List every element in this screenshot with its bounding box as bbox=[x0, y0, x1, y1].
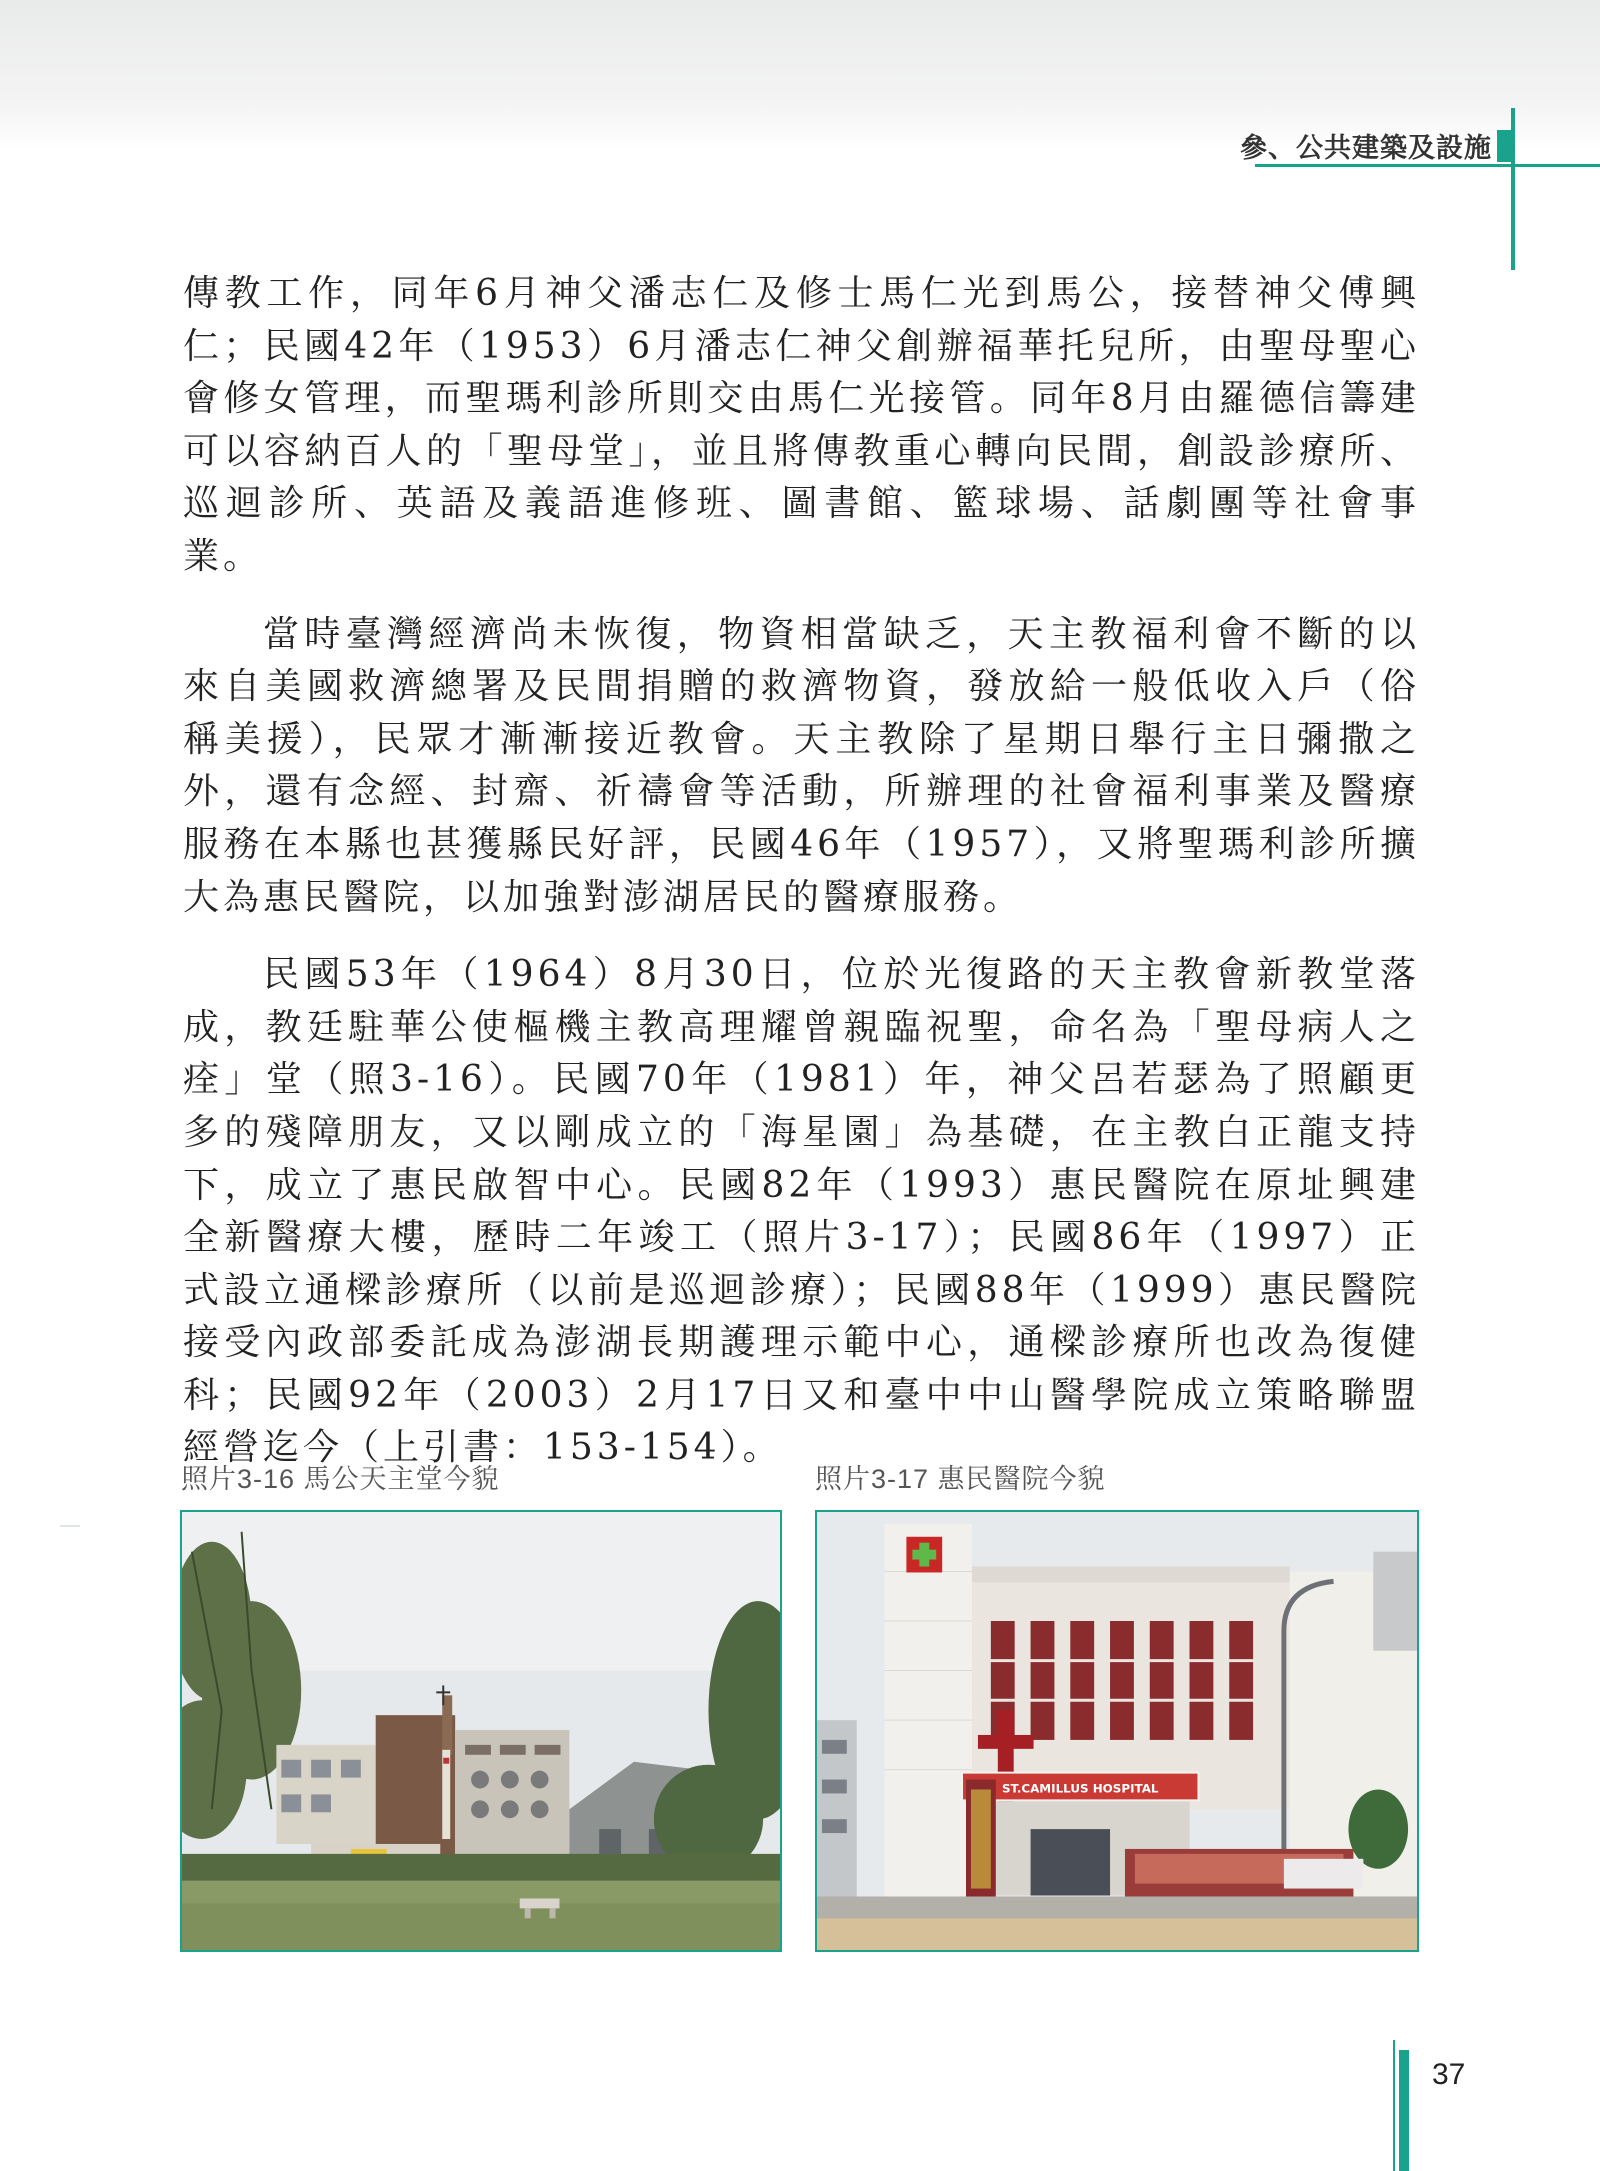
hospital-photo bbox=[815, 1510, 1419, 1952]
paragraph-2: 當時臺灣經濟尚未恢復，物資相當缺乏，天主教福利會不斷的以來自美國救濟總署及民間捐贈的救濟物資，發放給一般低收入戶（俗稱美援），民眾才漸漸接近教會。天主教除了星期日舉行主日彌撒之外，還有念經、封齋、祈禱會等活動，所辦理的社會福利事業及醫療服務在本縣也甚獲縣民好評，民國46年（1957），又將聖瑪利診所擴大為惠民醫院，以加強對澎湖居民的醫療服務。 bbox=[183, 613, 1420, 918]
footer-accent-bar bbox=[1399, 2050, 1409, 2171]
section-title: 參、公共建築及設施 bbox=[1240, 133, 1492, 164]
header-accent-vertical-rule bbox=[1511, 108, 1515, 270]
church-photo-image bbox=[182, 1512, 780, 1950]
paragraph-1: 傳教工作，同年6月神父潘志仁及修士馬仁光到馬公，接替神父傅興仁；民國42年（1953）6月潘志仁神父創辦福華托兒所，由聖母聖心會修女管理，而聖瑪利診所則交由馬仁光接管。同年8月由羅德信籌建可以容納百人的「聖母堂」，並且將傳教重心轉向民間，創設診療所、巡迴診所、英語及義語進修班、圖書館、籃球場、話劇團等社會事業。 bbox=[183, 273, 1420, 577]
photo-caption-3-16: 照片3-16 馬公天主堂今貌 bbox=[181, 1464, 500, 1494]
margin-mark bbox=[60, 1525, 80, 1527]
church-photo bbox=[180, 1510, 782, 1952]
body-text bbox=[183, 268, 1420, 1500]
footer-accent-thin-rule bbox=[1393, 2040, 1395, 2171]
paragraph-3: 民國53年（1964）8月30日，位於光復路的天主教會新教堂落成，教廷駐華公使樞機主教高理耀曾親臨祝聖，命名為「聖母病人之痊」堂（照3-16）。民國70年（1981）年，神父呂若瑟為了照顧更多的殘障朋友，又以剛成立的「海星園」為基礎，在主教白正龍支持下，成立了惠民啟智中心。民國82年（1993）惠民醫院在原址興建全新醫療大樓，歷時二年竣工（照片3-17）；民國86年（1997）正式設立通樑診療所（以前是巡迴診療）；民國88年（1999）惠民醫院接受內政部委託成為澎湖長期護理示範中心，通樑診療所也改為復健科；民國92年（2003）2月17日又和臺中中山醫學院成立策略聯盟經營迄今（上引書：153-154）。 bbox=[183, 954, 1420, 1469]
hospital-sign-text: ST.CAMILLUS HOSPITAL bbox=[1001, 1781, 1159, 1796]
hospital-photo-image bbox=[817, 1512, 1417, 1950]
header-accent-block bbox=[1497, 130, 1511, 162]
page-number: 37 bbox=[1432, 2058, 1466, 2091]
photo-caption-3-17: 照片3-17 惠民醫院今貌 bbox=[815, 1464, 1106, 1494]
header-accent-horizontal-rule bbox=[1255, 164, 1600, 167]
